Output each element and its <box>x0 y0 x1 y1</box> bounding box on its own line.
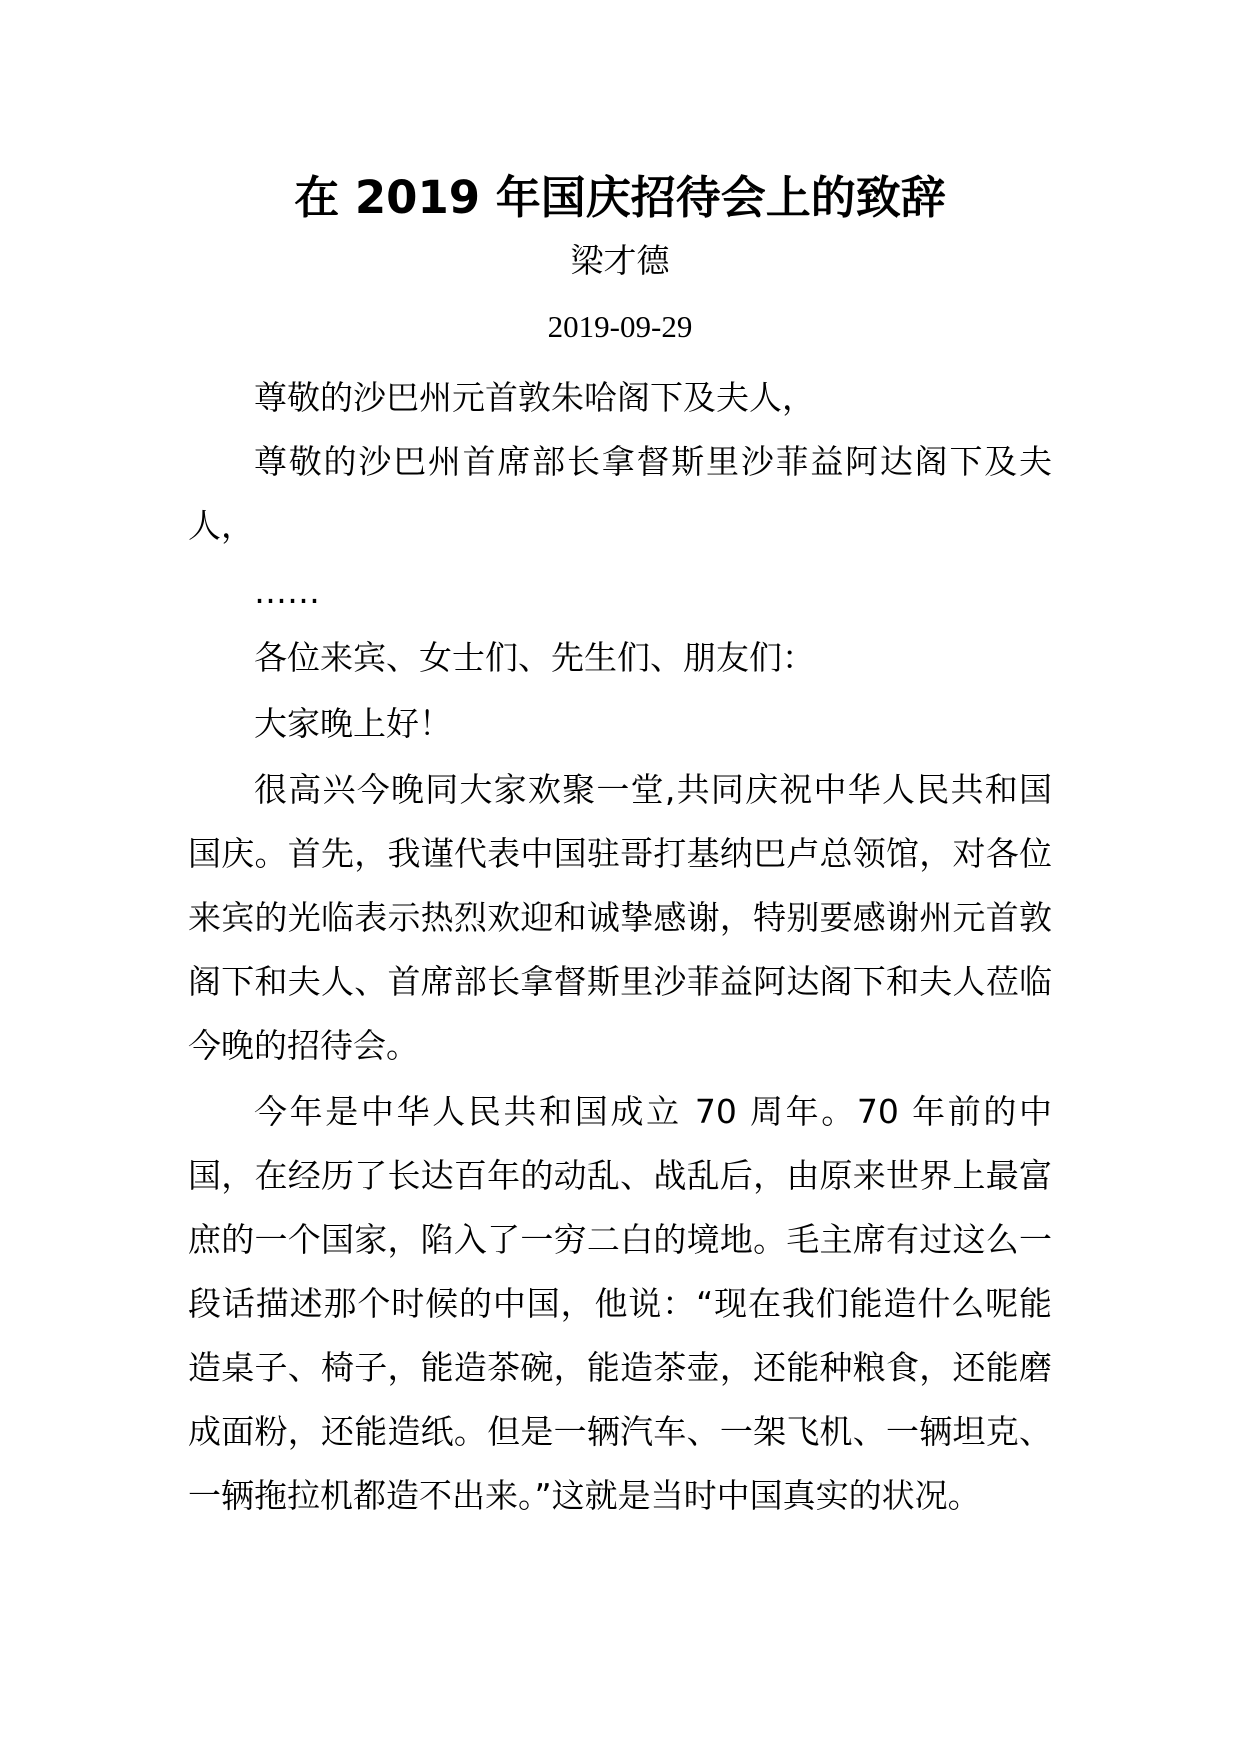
salutation-paragraph: 尊敬的沙巴州首席部长拿督斯里沙菲益阿达阁下及夫人， <box>188 442 1052 545</box>
ellipsis-paragraph: …… <box>254 572 320 611</box>
body-paragraph: 今年是中华人民共和国成立 70 周年。70 年前的中国，在经历了长达百年的动乱、战乱后，由原来世界上最富庶的一个国家，陷入了一穷二白的境地。毛主席有过这么一段话描述那个时候的中国，他说：“现在我们能造什么呢能造桌子、椅子，能造茶碗，能造茶壶，还能种粮食，还能磨成面粉，还能造纸。但是一辆汽车、一架飞机、一辆坦克、一辆拖拉机都造不出来。”这就是当时中国真实的状况。 <box>188 1092 1052 1515</box>
greeting-paragraph: 大家晚上好！ <box>254 704 452 743</box>
body-paragraph: 很高兴今晚同大家欢聚一堂,共同庆祝中华人民共和国国庆。首先，我谨代表中国驻哥打基纳巴卢总领馆，对各位来宾的光临表示热烈欢迎和诚挚感谢，特别要感谢州元首敦阁下和夫人、首席部长拿督斯里沙菲益阿达阁下和夫人莅临今晚的招待会。 <box>188 770 1052 1065</box>
document-title: 在 2019 年国庆招待会上的致辞 <box>294 171 946 224</box>
author-name: 梁才德 <box>570 241 670 280</box>
document-body <box>188 366 1052 1528</box>
salutation-paragraph: 尊敬的沙巴州元首敦朱哈阁下及夫人， <box>254 378 815 417</box>
document-date: 2019-09-29 <box>547 309 693 344</box>
greeting-paragraph: 各位来宾、女士们、先生们、朋友们： <box>254 638 815 677</box>
